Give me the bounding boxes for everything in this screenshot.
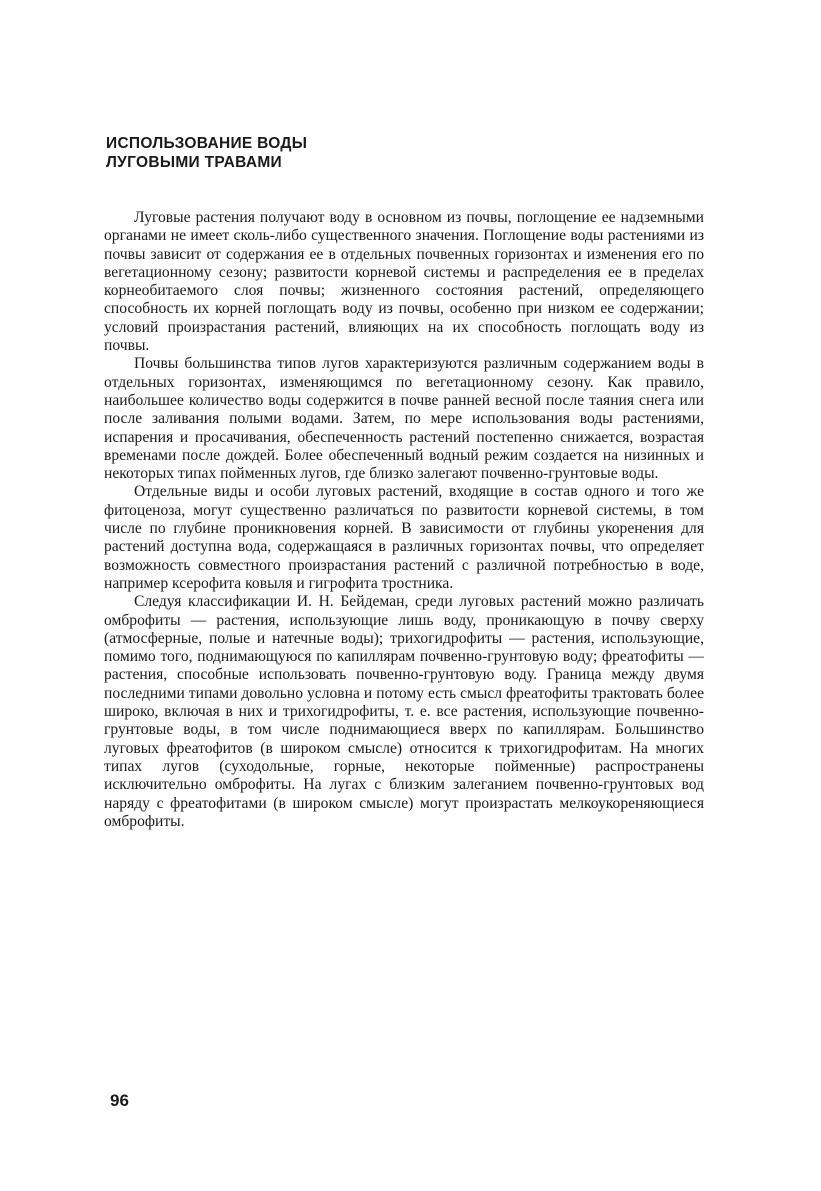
section-heading (106, 134, 307, 172)
paragraph-3: Отдельные виды и особи луговых растений, входящие в состав одного и того же фитоценоза, могут существенно различаться по развитости корневой системы, в том числе по глубине проникновения корней. В зависимости от глубины укоренения для растений доступна вода, содержащаяся в различных горизонтах почвы, что определяет возможность совместного произрастания растений с различной потребностью в воде, например ксерофита ковыля и гигрофита тростника. (104, 483, 704, 592)
body-text (104, 209, 704, 831)
section-heading-line-2: ЛУГОВЫМИ ТРАВАМИ (106, 154, 282, 171)
paragraph-4: Следуя классификации И. Н. Бейдеман, среди луговых растений можно различать омброфиты — растения, использующие лишь воду, проникающую в почву сверху (атмосферные, полые и натечные воды); трихогидрофиты — растения, использующие, помимо того, поднимающуюся по капиллярам почвенно-грунтовую воду; фреатофиты — растения, способные использовать почвенно-грунтовую воду. Граница между двумя последними типами довольно условна и потому есть смысл фреатофиты трактовать более широко, включая в них и трихогидрофиты, т. е. все растения, использующие почвенно-грунтовые воды, в том числе поднимающиеся вверх по капиллярам. Большинство луговых фреатофитов (в широком смысле) относится к трихогидрофитам. На многих типах лугов (суходольные, горные, некоторые пойменные) распространены исключительно омброфиты. На лугах с близким залеганием почвенно-грунтовых вод наряду с фреатофитами (в широком смысле) могут произрастать мелкоукореняющиеся омброфиты. (104, 593, 704, 830)
page-number: 96 (110, 1091, 129, 1110)
paragraph-1: Луговые растения получают воду в основном из почвы, поглощение ее надземными органами не имеет сколь-либо существенного значения. Поглощение воды растениями из почвы зависит от содержания ее в отдельных почвенных горизонтах и изменения его по вегетационному сезону; развитости корневой системы и распределения ее в пределах корнеобитаемого слоя почвы; жизненного состояния растений, определяющего способность их корней поглощать воду из почвы, особенно при низком ее содержании; условий произрастания растений, влияющих на их способность поглощать воду из почвы. (104, 209, 704, 355)
section-heading-line-1: ИСПОЛЬЗОВАНИЕ ВОДЫ (106, 135, 308, 152)
paragraph-2: Почвы большинства типов лугов характеризуются различным содержанием воды в отдельных горизонтах, изменяющимся по вегетационному сезону. Как правило, наибольшее количество воды содержится в почве ранней весной после таяния снега или после заливания полыми водами. Затем, по мере использования воды растениями, испарения и просачивания, обеспеченность растений постепенно снижается, возрастая временами после дождей. Более обеспеченный водный режим создается на низинных и некоторых типах пойменных лугов, где близко залегают почвенно-грунтовые воды. (104, 355, 704, 483)
